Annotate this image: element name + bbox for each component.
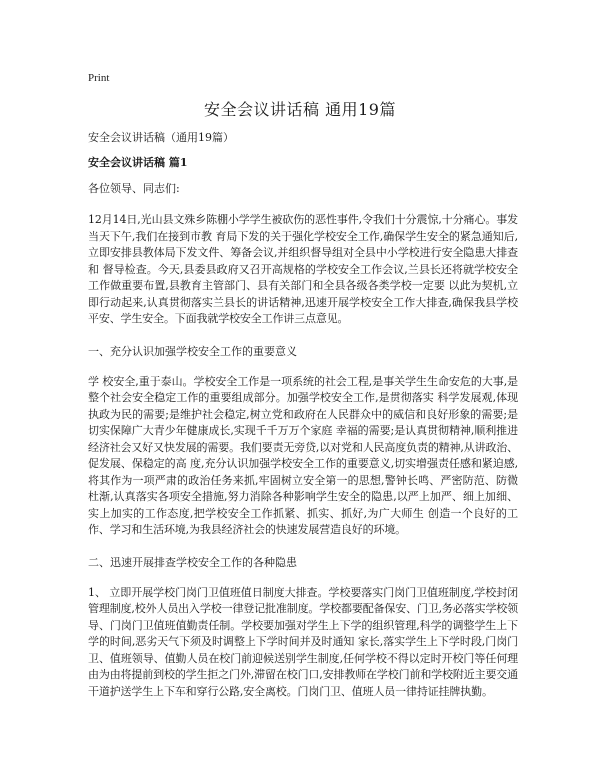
subheading-hazards: 二、迅速开展排查学校安全工作的各种隐患 bbox=[88, 555, 297, 569]
paragraph-importance: 学 校安全,重于泰山。学校安全工作是一项系统的社会工程,是事关学生生命安危的大事,是整个社会安全稳定工作的重要组成部分。加强学校安全工作,是贯彻落实 科学发展观,体现执政为民的需要;是维护社会稳定,树立党和政府在人民群众中的威信和良好形象的需要;是切实保障广大青少年健康成长,实现千千万万个家庭 幸福的需要;是认真贯彻精神,顺利推进经济社会又好又快发展的需要。我们要责无旁贷,以对党和人民高度负责的精神,从讲政治、促发展、保稳定的高 度,充分认识加强学校安全工作的重要意义,切实增强责任感和紧迫感,将其作为一项严肃的政治任务来抓,牢固树立安全第一的思想,警钟长鸣、严密防范、防微 杜渐,认真落实各项安全措施,努力消除各种影响学生安全的隐患,以严上加严、细上加细、实上加实的工作态度,把学校安全工作抓紧、抓实、抓好,为广大师生 创造一个良好的工作、学习和生活环境,为我县经济社会的快速发展营造良好的环境。 bbox=[88, 374, 518, 536]
greeting: 各位领导、同志们: bbox=[88, 182, 180, 195]
print-link[interactable]: Print bbox=[88, 72, 110, 84]
paragraph-gate-duty: 1、 立即开展学校门岗门卫值班值日制度大排查。学校要落实门岗门卫值班制度,学校封闭管理制度,校外人员出入学校一律登记批准制度。学校都要配备保安、门卫,务必落实学校领导、门岗门卫值班值勤责任制。学校要加强对学生上下学的组织管理,科学的调整学生上下学的时间,恶劣天气下须及时调整上下学时间并及时通知 家长,落实学生上下学时段,门岗门卫、值班领导、值勤人员在校门前迎候送别学生制度,任何学校不得以定时开校门等任何理由为由将提前到校的学生拒之门外,滞留在校门口,安排教师在学校门前和学校附近主要交通干道护送学生上下车和穿行公路,安全离校。门岗门卫、值班人员一律持证挂牌执勤。 bbox=[88, 585, 518, 698]
document-body bbox=[88, 130, 518, 716]
page-title: 安全会议讲话稿 通用19篇 bbox=[204, 100, 396, 119]
paragraph-intro: 12月14日,光山县文殊乡陈棚小学学生被砍伤的恶性事件,令我们十分震惊,十分痛心。事发当天下午,我们在接到市教 育局下发的关于强化学校安全工作,确保学生安全的紧急通知后,立即安排县教体局下发文件、筹备会议,并组织督导组对全县中小学校进行安全隐患大排查和 督导检查。今天,县委县政府又召开高规格的学校安全工作会议,兰县长还将就学校安全工作做重要布置,县教育主管部门、县有关部门和全县各级各类学校一定要 以此为契机,立即行动起来,认真贯彻落实兰县长的讲话精神,迅速开展学校安全工作大排查,确保我县学校平安、学生安全。下面我就学校安全工作讲三点意见。 bbox=[88, 213, 518, 325]
document-subtitle: 安全会议讲话稿（通用19篇） bbox=[88, 131, 234, 144]
section-heading: 安全会议讲话稿 篇1 bbox=[88, 156, 188, 169]
subheading-importance: 一、充分认识加强学校安全工作的重要意义 bbox=[88, 344, 297, 358]
